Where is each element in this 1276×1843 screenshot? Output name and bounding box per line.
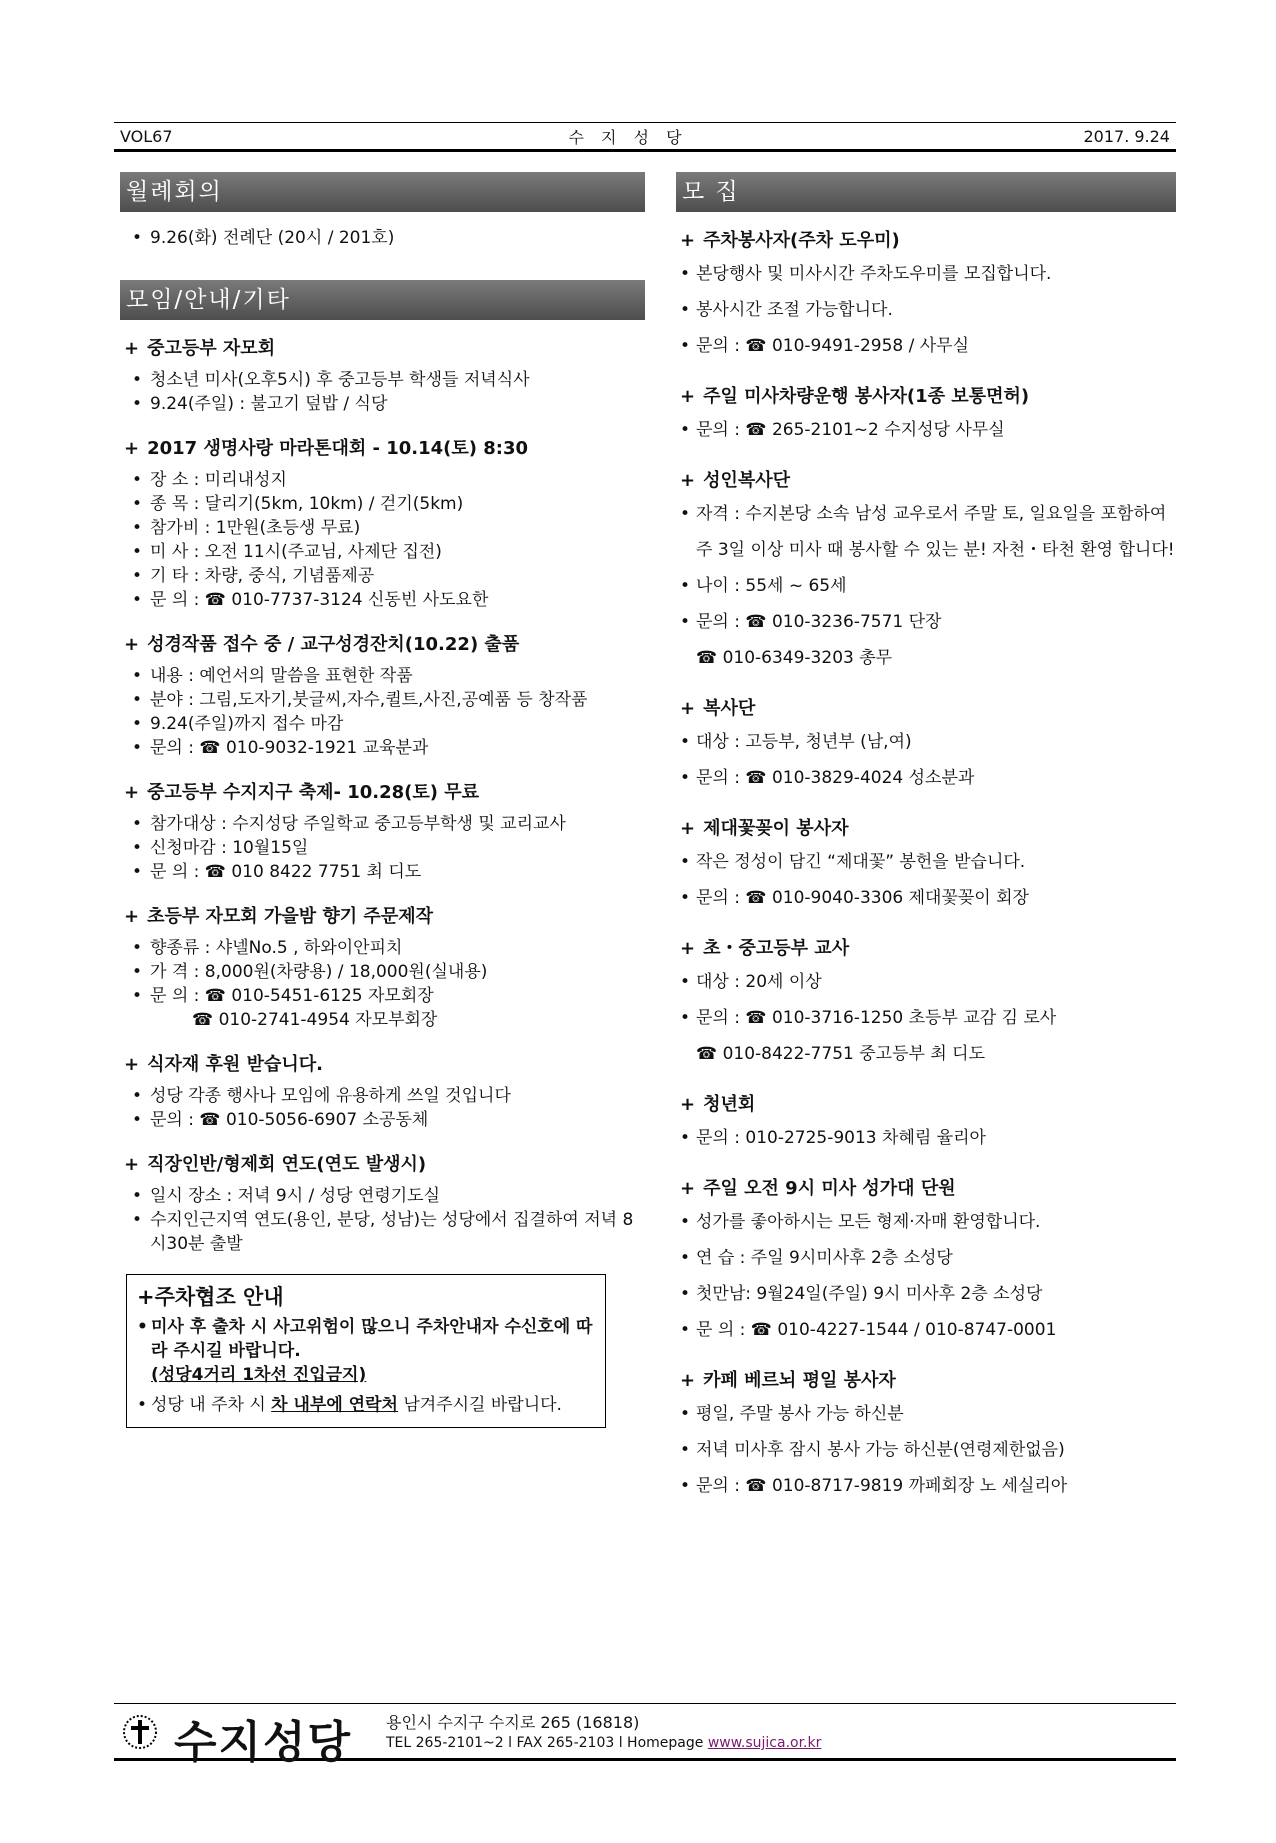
block-title: [124, 630, 645, 656]
info-block: [120, 1050, 645, 1132]
block-title-text: 식자재 후원 받습니다.: [147, 1054, 323, 1075]
plus-icon: +: [124, 438, 140, 459]
parish-logo-icon: [122, 1714, 158, 1750]
block-title: [124, 1150, 645, 1176]
block-title: [680, 1366, 1176, 1392]
block-title: [124, 778, 645, 804]
list-item: • 문의 : ☎ 010-3236-7571 단장: [676, 604, 1176, 640]
list-item: • 9.26(화) 전례단 (20시 / 201호): [120, 226, 645, 250]
block-title: [680, 694, 1176, 720]
list-item: • 문의 : ☎ 010-9032-1921 교육분과: [120, 736, 645, 760]
block-list: [120, 664, 645, 760]
block-title-text: 직장인반/형제회 연도(연도 발생시): [147, 1154, 427, 1175]
notice-title: +주차협조 안내: [137, 1285, 284, 1309]
block-list: [120, 936, 645, 1032]
info-block: [120, 434, 645, 612]
plus-icon: +: [680, 1178, 696, 1199]
section-title-gatherings: 모임/안내/기타: [120, 280, 645, 320]
contact-numbers: TEL 265-2101~2 l FAX 265-2103 l Homepage: [386, 1735, 708, 1751]
list-item: • 문의 : ☎ 010-8717-9819 까페회장 노 세실리아: [676, 1468, 1176, 1504]
block-title: [680, 934, 1176, 960]
info-block: [676, 814, 1176, 916]
list-item: • 종 목 : 달리기(5km, 10km) / 걷기(5km): [120, 492, 645, 516]
info-block: [120, 902, 645, 1032]
left-column: [120, 172, 645, 1428]
plus-icon: +: [680, 1370, 696, 1391]
info-block: [676, 382, 1176, 448]
plus-icon: +: [124, 634, 140, 655]
plus-icon: +: [680, 470, 696, 491]
list-item: • 기 타 : 차량, 중식, 기념품제공: [120, 564, 645, 588]
info-block: [676, 226, 1176, 364]
info-block: [120, 778, 645, 884]
list-item: • 문 의 : ☎ 010-7737-3124 신동빈 사도요한: [120, 588, 645, 612]
list-item-continuation: ☎ 010-6349-3203 총무: [696, 648, 893, 668]
block-title-text: 중고등부 수지지구 축제- 10.28(토) 무료: [147, 782, 480, 803]
block-list: [676, 964, 1176, 1072]
plus-icon: +: [124, 1154, 140, 1175]
info-block: [120, 1150, 645, 1256]
block-list: [676, 1120, 1176, 1156]
block-title-text: 제대꽃꽂이 봉사자: [703, 818, 849, 839]
right-column: [676, 172, 1176, 1522]
plus-icon: +: [680, 698, 696, 719]
homepage-link[interactable]: www.sujica.or.kr: [707, 1735, 822, 1751]
list-item: • 문의 : 010-2725-9013 차혜림 율리아: [676, 1120, 1176, 1156]
block-list: [120, 368, 645, 416]
block-title-text: 주차봉사자(주차 도우미): [703, 230, 900, 251]
list-item: • 문의 : ☎ 010-3829-4024 성소분과: [676, 760, 1176, 796]
plus-icon: +: [124, 338, 140, 359]
plus-icon: +: [124, 1054, 140, 1075]
info-block: [676, 1366, 1176, 1504]
list-item: • 문의 : ☎ 010-3716-1250 초등부 교감 김 로사: [676, 1000, 1176, 1036]
list-item-continuation: ☎ 010-2741-4954 자모부회장: [192, 1010, 438, 1030]
gatherings-blocks: [120, 334, 645, 1256]
parking-notice: [126, 1274, 606, 1428]
block-title-text: 복사단: [703, 698, 756, 719]
block-list: [676, 496, 1176, 676]
block-title-text: 주일 미사차량운행 봉사자(1종 보통면허): [703, 386, 1030, 407]
list-item: • 수지인근지역 연도(용인, 분당, 성남)는 성당에서 집결하여 저녁 8시30분 출발: [120, 1208, 645, 1256]
list-item: • 향종류 : 샤넬No.5 , 하와이안피치: [120, 936, 645, 960]
plus-icon: +: [680, 230, 696, 251]
volume-number: VOL67: [120, 126, 173, 146]
block-title: [680, 382, 1176, 408]
parish-logo-text: 수지성당: [174, 1717, 353, 1768]
block-list: [676, 256, 1176, 364]
list-item: • 내용 : 예언서의 말씀을 표현한 작품: [120, 664, 645, 688]
plus-icon: +: [124, 782, 140, 803]
block-title-text: 성경작품 접수 중 / 교구성경잔치(10.22) 출품: [147, 634, 520, 655]
list-item: • 9.24(주일)까지 접수 마감: [120, 712, 645, 736]
notice-emphasis: 차 내부에 연락처: [271, 1395, 398, 1415]
list-item: • 일시 장소 : 저녁 9시 / 성당 연령기도실: [120, 1184, 645, 1208]
list-item: • 참가대상 : 수지성당 주일학교 중고등부학생 및 교리교사: [120, 812, 645, 836]
notice-text: 남겨주시길 바랍니다.: [397, 1395, 562, 1415]
block-title: [680, 814, 1176, 840]
block-title-text: 2017 생명사랑 마라톤대회 - 10.14(토) 8:30: [147, 438, 529, 459]
block-title-text: 초・중고등부 교사: [703, 938, 850, 959]
block-title-text: 중고등부 자모회: [147, 338, 276, 359]
list-item-continuation: ☎ 010-8422-7751 중고등부 최 디도: [696, 1044, 985, 1064]
list-item: • 청소년 미사(오후5시) 후 중고등부 학생들 저녁식사: [120, 368, 645, 392]
list-item: • 문의 : ☎ 010-9040-3306 제대꽃꽂이 회장: [676, 880, 1176, 916]
recruitment-blocks: [676, 226, 1176, 1504]
block-title: [124, 1050, 645, 1076]
list-item: • 문의 : ☎ 010-5056-6907 소공동체: [120, 1108, 645, 1132]
info-block: [120, 630, 645, 760]
list-item: • 연 습 : 주일 9시미사후 2층 소성당: [676, 1240, 1176, 1276]
block-list: [676, 844, 1176, 916]
block-list: [120, 468, 645, 612]
plus-icon: +: [124, 906, 140, 927]
plus-icon: +: [680, 1094, 696, 1115]
block-list: [120, 1184, 645, 1256]
list-item: • 장 소 : 미리내성지: [120, 468, 645, 492]
notice-line-2: [137, 1393, 595, 1417]
plus-icon: +: [680, 386, 696, 407]
notice-text: (성당4거리 1차선 진입금지): [151, 1365, 367, 1385]
block-title-text: 주일 오전 9시 미사 성가대 단원: [703, 1178, 956, 1199]
info-block: [676, 466, 1176, 676]
block-title-text: 청년회: [703, 1094, 756, 1115]
monthly-meeting-list: [120, 226, 645, 250]
list-item: • 대상 : 고등부, 청년부 (남,여): [676, 724, 1176, 760]
list-item: • 문 의 : ☎ 010 8422 7751 최 디도: [120, 860, 645, 884]
block-title: [124, 902, 645, 928]
list-item: • 나이 : 55세 ~ 65세: [676, 568, 1176, 604]
block-list: [676, 1204, 1176, 1348]
notice-line-1: [137, 1315, 595, 1387]
list-item: • 성당 각종 행사나 모임에 유용하게 쓰일 것입니다: [120, 1084, 645, 1108]
list-item: • 참가비 : 1만원(초등생 무료): [120, 516, 645, 540]
block-title-text: 성인복사단: [703, 470, 791, 491]
section-title-recruitment: 모 집: [676, 172, 1176, 212]
plus-icon: +: [680, 818, 696, 839]
plus-icon: +: [680, 938, 696, 959]
info-block: [676, 1090, 1176, 1156]
list-item: • 작은 정성이 담긴 “제대꽃” 봉헌을 받습니다.: [676, 844, 1176, 880]
newsletter-header: [114, 122, 1176, 152]
info-block: [676, 1174, 1176, 1348]
list-item: • 자격 : 수지본당 소속 남성 교우로서 주말 토, 일요일을 포함하여 주 3일 이상 미사 때 봉사할 수 있는 분! 자천・타천 환영 합니다!: [676, 496, 1176, 568]
list-item: • 첫만남: 9월24일(주일) 9시 미사후 2층 소성당: [676, 1276, 1176, 1312]
notice-text: 미사 후 출차 시 사고위험이 많으니 주차안내자 수신호에 따라 주시길 바랍니다.: [151, 1317, 593, 1361]
info-block: [676, 694, 1176, 796]
page-footer: [114, 1703, 1176, 1768]
parish-contact: [386, 1735, 821, 1751]
parish-address: 용인시 수지구 수지로 265 (16818): [386, 1713, 640, 1732]
list-item: • 분야 : 그림,도자기,붓글씨,자수,퀼트,사진,공예품 등 창작품: [120, 688, 645, 712]
block-title: [124, 334, 645, 360]
notice-list: [137, 1315, 595, 1417]
info-block: [676, 934, 1176, 1072]
block-list: [676, 412, 1176, 448]
list-item: • 9.24(주일) : 불고기 덮밥 / 식당: [120, 392, 645, 416]
block-title-text: 초등부 자모회 가을밤 향기 주문제작: [147, 906, 433, 927]
notice-text: 성당 내 주차 시: [151, 1395, 272, 1415]
block-list: [676, 724, 1176, 796]
list-item: • 평일, 주말 봉사 가능 하신분: [676, 1396, 1176, 1432]
list-item: • 문 의 : ☎ 010-5451-6125 자모회장: [120, 984, 645, 1008]
list-item: • 저녁 미사후 잠시 봉사 가능 하신분(연령제한없음): [676, 1432, 1176, 1468]
issue-date: 2017. 9.24: [1083, 126, 1170, 146]
list-item: • 문 의 : ☎ 010-4227-1544 / 010-8747-0001: [676, 1312, 1176, 1348]
block-list: [120, 812, 645, 884]
block-title: [680, 1174, 1176, 1200]
list-item: • 가 격 : 8,000원(차량용) / 18,000원(실내용): [120, 960, 645, 984]
list-item: • 봉사시간 조절 가능합니다.: [676, 292, 1176, 328]
info-block: [120, 334, 645, 416]
block-title: [680, 226, 1176, 252]
block-title: [680, 466, 1176, 492]
section-title-monthly-meeting: 월례회의: [120, 172, 645, 212]
block-list: [676, 1396, 1176, 1504]
list-item: • 문의 : ☎ 010-9491-2958 / 사무실: [676, 328, 1176, 364]
list-item: • 신청마감 : 10월15일: [120, 836, 645, 860]
block-title-text: 카페 베르뇌 평일 봉사자: [703, 1370, 896, 1391]
list-item: • 성가를 좋아하시는 모든 형제·자매 환영합니다.: [676, 1204, 1176, 1240]
block-title: [680, 1090, 1176, 1116]
block-list: [120, 1084, 645, 1132]
block-title: [124, 434, 645, 460]
list-item: • 문의 : ☎ 265-2101~2 수지성당 사무실: [676, 412, 1176, 448]
list-item: • 대상 : 20세 이상: [676, 964, 1176, 1000]
list-item: • 본당행사 및 미사시간 주차도우미를 모집합니다.: [676, 256, 1176, 292]
list-item: • 미 사 : 오전 11시(주교님, 사제단 집전): [120, 540, 645, 564]
parish-title: 수 지 성 당: [568, 127, 688, 147]
